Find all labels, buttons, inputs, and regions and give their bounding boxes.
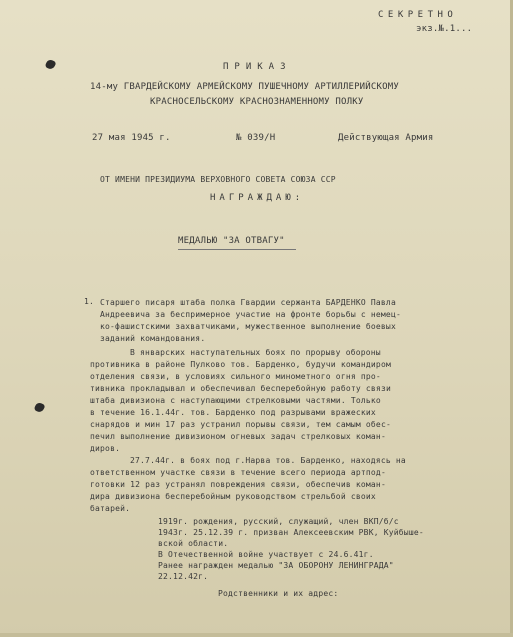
citation-line: Андреевича за беспримерное участие на фронте борьбы с немец- [100, 310, 401, 319]
punch-hole-middle [34, 402, 46, 414]
on-behalf-line: ОТ ИМЕНИ ПРЕЗИДИУМА ВЕРХОВНОГО СОВЕТА СОЮЗА ССР [100, 175, 336, 184]
citation-line: ответственном участке связи в течение всего периода артпод- [90, 468, 386, 477]
order-date: 27 мая 1945 г. [92, 133, 171, 143]
unit-name-line1: 14-му ГВАРДЕЙСКОМУ АРМЕЙСКОМУ ПУШЕЧНОМУ АРТИЛЛЕРИЙСКОМУ [90, 82, 400, 92]
bio-line: 1943г. 25.12.39 г. призван Алексеевским РВК, Куйбыше- [158, 528, 424, 537]
citation-line: штаба дивизиона с наступающими стрелковыми частями. Только [90, 396, 381, 405]
order-number: № 039/Н [236, 133, 276, 143]
citation-line: диров. [90, 444, 121, 453]
citation-line: снарядов и мин 17 раз устранил порывы связи, тем самым обес- [90, 420, 391, 429]
citation-line: отделения связи, в условиях сильного минометного огня про- [90, 372, 381, 381]
bio-line: 22.12.42г. [158, 572, 209, 581]
bio-line: Ранее награжден медалью "ЗА ОБОРОНУ ЛЕНИНГРАДА" [158, 561, 394, 570]
medal-name: МЕДАЛЬЮ "ЗА ОТВАГУ" [178, 236, 285, 246]
relatives-line: Родственники и их адрес: [218, 589, 339, 598]
bio-line: В Отечественной войне участвует с 24.6.41г. [158, 550, 374, 559]
citation-line: В январских наступательных боях по прорыву обороны [130, 348, 381, 357]
citation-paragraph-3 [90, 455, 406, 515]
secret-stamp: СЕКРЕТНО [378, 10, 458, 20]
citation-paragraph-2 [90, 347, 391, 455]
bio-line: вской области. [158, 539, 229, 548]
bio-line: 1919г. рождения, русский, служащий, член ВКП/б/с [158, 517, 399, 526]
citation-line: тивника прокладывал и обеспечивал бесперебойную работу связи [90, 384, 391, 393]
item-number: 1. [84, 297, 95, 306]
copy-number: экз.№.1... [416, 24, 473, 34]
citation-line: 27.7.44г. в боях под г.Нарва тов. Барденко, находясь на [130, 456, 406, 465]
order-location: Действующая Армия [338, 133, 434, 143]
citation-line: ко-фашистскими захватчиками, мужественное выполнение боевых [100, 322, 396, 331]
medal-underline [178, 249, 296, 250]
citation-paragraph-1 [100, 297, 401, 345]
page-edge-bottom [0, 633, 513, 637]
punch-hole-top [45, 59, 57, 71]
citation-line: Старшего писаря штаба полка Гвардии сержанта БАРДЕНКО Павла [100, 298, 396, 307]
biography-block [158, 516, 424, 582]
citation-line: готовки 12 раз устранял повреждения связи, обеспечив коман- [90, 480, 386, 489]
citation-line: в течение 16.1.44г. тов. Барденко под разрывами вражеских [90, 408, 376, 417]
unit-name-line2: КРАСНОСЕЛЬСКОМУ КРАСНОЗНАМЕННОМУ ПОЛКУ [150, 97, 364, 107]
citation-line: батарей. [90, 504, 131, 513]
citation-line: заданий командования. [100, 334, 206, 343]
citation-line: противника в районе Пулково тов. Барденко, будучи командиром [90, 360, 391, 369]
order-heading: ПРИКАЗ [223, 62, 292, 72]
citation-line: печил выполнение дивизионом огневых задач стрелковых коман- [90, 432, 386, 441]
awards-line: НАГРАЖДАЮ: [210, 193, 305, 203]
citation-line: дира дивизиона бесперебойным руководством стрельбой своих [90, 492, 376, 501]
